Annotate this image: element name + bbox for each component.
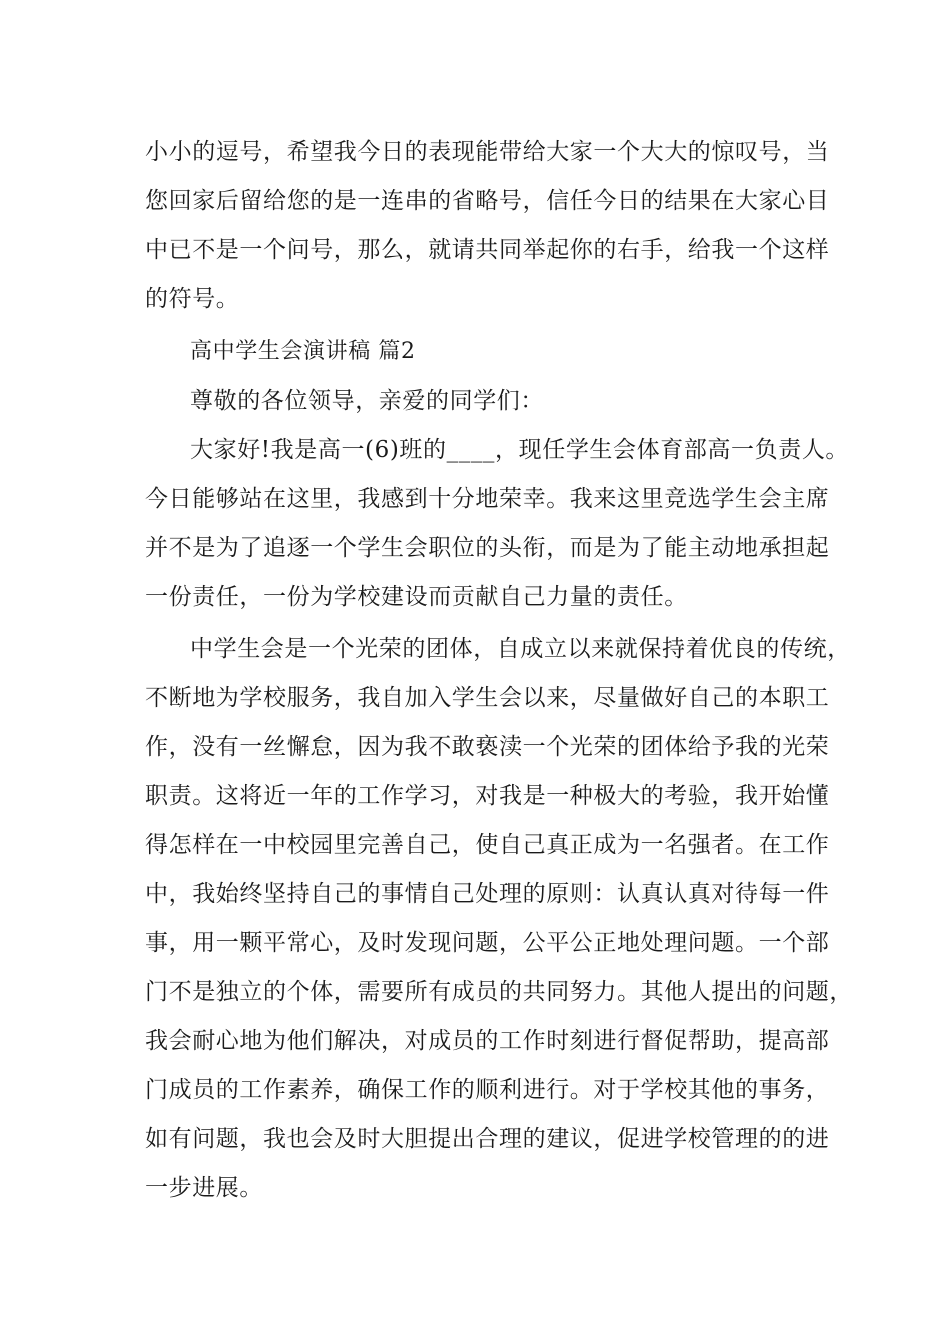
salutation: 尊敬的各位领导，亲爱的同学们：	[190, 388, 544, 414]
text-line: 中，我始终坚持自己的事情自己处理的原则：认真认真对待每一件	[145, 881, 830, 907]
text-line: 大家好!我是高一(6)班的____，现任学生会体育部高一负责人。	[190, 437, 850, 463]
text-line: 您回家后留给您的是一连串的省略号，信任今日的结果在大家心目	[145, 188, 830, 214]
text-line: 中已不是一个问号，那么，就请共同举起你的右手，给我一个这样	[145, 237, 830, 263]
text-line: 小小的逗号，希望我今日的表现能带给大家一个大大的惊叹号，当	[145, 139, 830, 165]
text-line: 门成员的工作素养，确保工作的顺利进行。对于学校其他的事务，	[145, 1077, 830, 1103]
text-line: 今日能够站在这里，我感到十分地荣幸。我来这里竞选学生会主席	[145, 486, 830, 512]
text-line: 职责。这将近一年的工作学习，对我是一种极大的考验，我开始懂	[145, 783, 830, 809]
text-line: 门不是独立的个体，需要所有成员的共同努力。其他人提出的问题，	[145, 979, 853, 1005]
text-line: 我会耐心地为他们解决，对成员的工作时刻进行督促帮助，提高部	[145, 1028, 830, 1054]
section-heading: 高中学生会演讲稿 篇2	[190, 339, 416, 364]
text-line: 一步进展。	[145, 1175, 263, 1201]
text-line: 如有问题，我也会及时大胆提出合理的建议，促进学校管理的的进	[145, 1126, 830, 1152]
text-line: 事，用一颗平常心，及时发现问题，公平公正地处理问题。一个部	[145, 930, 830, 956]
text-line: 得怎样在一中校园里完善自己，使自己真正成为一名强者。在工作	[145, 832, 830, 858]
text-line: 中学生会是一个光荣的团体，自成立以来就保持着优良的传统，	[190, 636, 851, 662]
text-line: 的符号。	[145, 286, 240, 312]
text-line: 并不是为了追逐一个学生会职位的头衔，而是为了能主动地承担起	[145, 535, 830, 561]
text-line: 不断地为学校服务，我自加入学生会以来，尽量做好自己的本职工	[145, 685, 830, 711]
text-line: 作，没有一丝懈怠，因为我不敢亵渎一个光荣的团体给予我的光荣	[145, 734, 830, 760]
text-line: 一份责任，一份为学校建设而贡献自己力量的责任。	[145, 584, 688, 610]
